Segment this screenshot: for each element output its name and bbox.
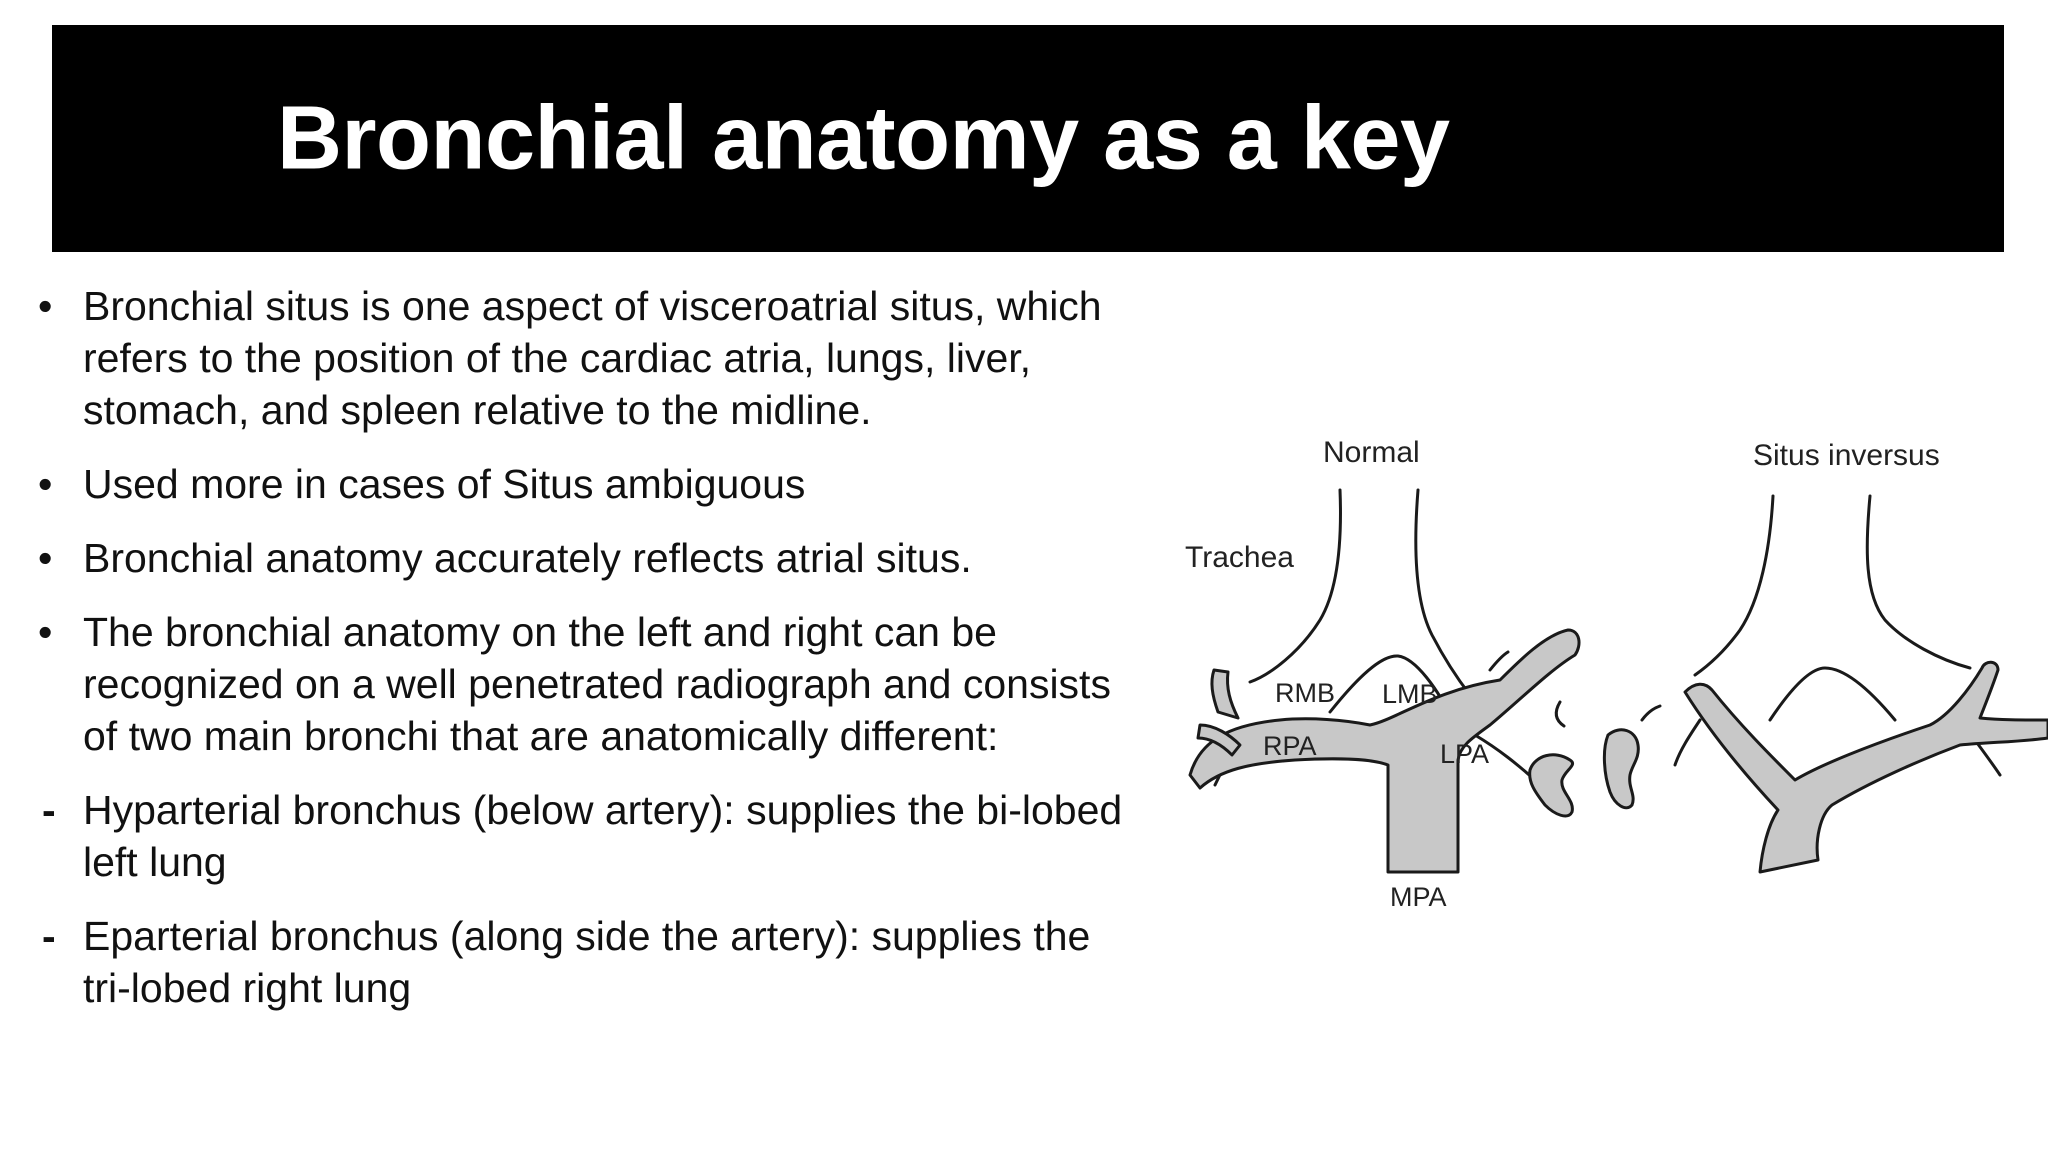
label-trachea: Trachea [1185, 541, 1294, 574]
label-mpa: MPA [1390, 882, 1447, 912]
bullet-list [30, 280, 1140, 1036]
inversus-carina-arch [1770, 668, 1895, 720]
bullet-marker: • [38, 461, 53, 507]
left-vessel-loop [1530, 755, 1573, 816]
bullet-text: The bronchial anatomy on the left and right can be recognized on a well penetrated radiograph and consists of two main bronchi that are anatomically different: [83, 609, 1111, 759]
bullet-item [30, 280, 1140, 436]
bullet-text: Bronchial anatomy accurately reflects atrial situs. [83, 535, 972, 581]
bullet-marker: • [38, 609, 53, 655]
label-lmb: LMB [1382, 679, 1438, 709]
left-hilum-marks [1556, 702, 1564, 726]
bullet-marker: • [38, 535, 53, 581]
bullet-text: Used more in cases of Situs ambiguous [83, 461, 806, 507]
bullet-item [30, 458, 1140, 510]
dash-item [30, 784, 1140, 888]
label-lpa: LPA [1440, 739, 1490, 769]
dash-item [30, 910, 1140, 1014]
trachea-left-wall [1250, 490, 1340, 682]
title-bar [52, 25, 2004, 252]
bullet-marker: • [38, 283, 53, 329]
dash-marker: - [42, 913, 56, 959]
rpa-upper-branch [1212, 670, 1238, 718]
pulmonary-artery-normal [1190, 630, 1579, 872]
inversus-hilum-mark [1642, 706, 1660, 720]
dash-text: Eparterial bronchus (along side the artery): supplies the tri-lobed right lung [83, 913, 1091, 1011]
label-rmb: RMB [1275, 678, 1335, 708]
inversus-left-branch [1675, 720, 1700, 765]
slide-title: Bronchial anatomy as a key [277, 88, 1450, 188]
dash-text: Hyparterial bronchus (below artery): supplies the bi-lobed left lung [83, 787, 1123, 885]
bullet-item [30, 606, 1140, 762]
left-upper-branch [1490, 652, 1508, 670]
inversus-trachea-left-wall [1695, 496, 1773, 675]
bullet-item [30, 532, 1140, 584]
diagram-svg [1170, 420, 2048, 940]
inversus-trachea-right-wall [1867, 496, 1970, 668]
dash-marker: - [42, 787, 56, 833]
label-normal: Normal [1323, 436, 1420, 469]
bullet-text: Bronchial situs is one aspect of visceroatrial situs, which refers to the position of the cardiac atria, lungs, liver, stomach, and spleen relative to the midline. [83, 283, 1102, 433]
trachea-right-wall [1416, 490, 1470, 695]
inversus-small-vessel [1604, 730, 1638, 808]
bronchial-anatomy-diagram [1170, 420, 2048, 940]
label-situs-inversus: Situs inversus [1753, 439, 1940, 472]
label-rpa: RPA [1263, 731, 1317, 761]
